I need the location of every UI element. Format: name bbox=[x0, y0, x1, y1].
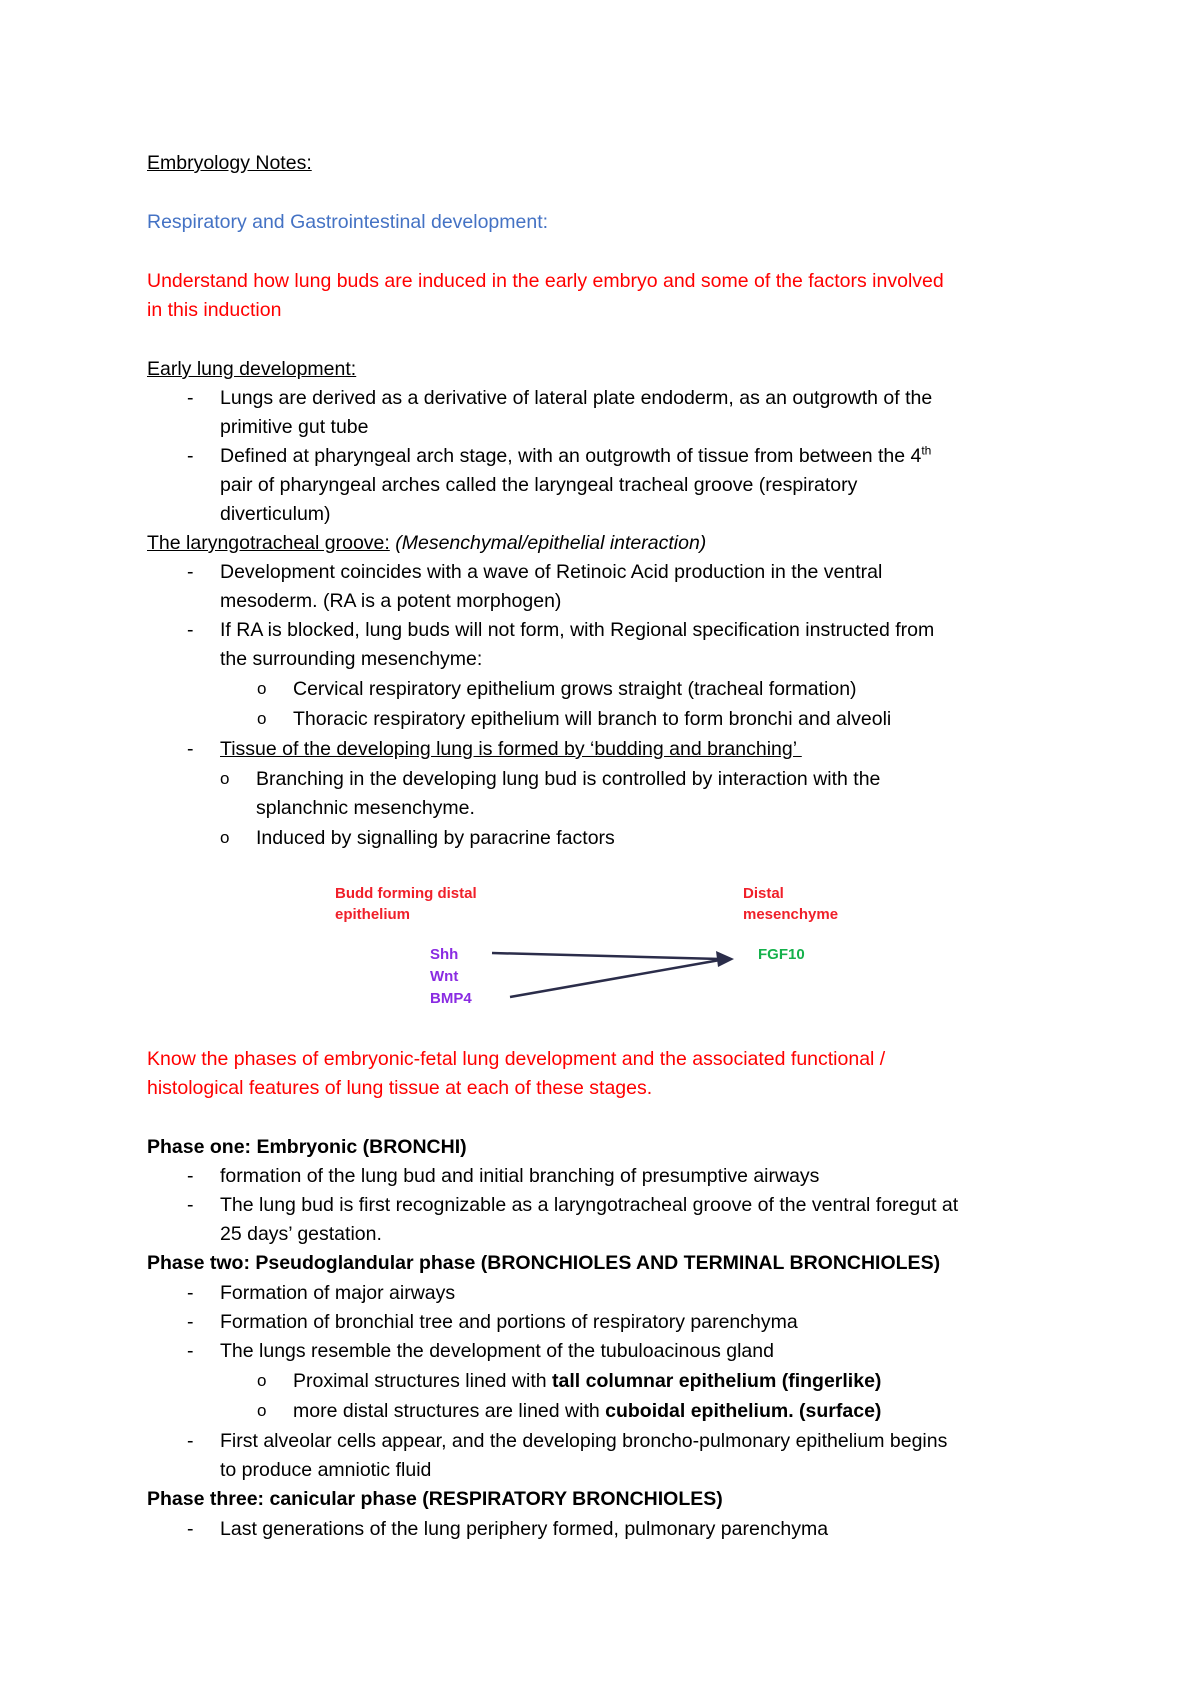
objective-2-line-1: Know the phases of embryonic-fetal lung development and the associated functional / bbox=[147, 1048, 886, 1070]
diagram-left-label-line-1: Budd forming distal bbox=[335, 885, 477, 902]
text-span: Phase three: bbox=[147, 1488, 270, 1510]
bullet-dash: - bbox=[187, 445, 194, 467]
groove-sub-bullet-1: Cervical respiratory epithelium grows straight (tracheal formation) bbox=[293, 678, 857, 700]
diagram-target-fgf10: FGF10 bbox=[758, 946, 805, 963]
early-lung-bullet-2-line-3: diverticulum) bbox=[220, 503, 331, 525]
phase-two-sub-bullet-2 bbox=[293, 1398, 881, 1424]
bullet-dash: - bbox=[187, 738, 194, 760]
superscript: th bbox=[921, 443, 932, 458]
phase-two-heading: Phase two: Pseudoglandular phase (BRONCHIOLES AND TERMINAL BRONCHIOLES) bbox=[147, 1252, 941, 1274]
groove-heading-text: The laryngotracheal groove: bbox=[147, 532, 390, 554]
phase-three-heading bbox=[147, 1486, 723, 1512]
groove-bullet-3: Tissue of the developing lung is formed by ‘budding and branching’ bbox=[220, 738, 802, 760]
groove-bullet-2-line-1: If RA is blocked, lung buds will not form, with Regional specification instructed from bbox=[220, 619, 935, 641]
objective-2-line-2: histological features of lung tissue at each of these stages. bbox=[147, 1077, 653, 1099]
objective-1-line-2: in this induction bbox=[147, 299, 282, 321]
bullet-dash: - bbox=[187, 1311, 194, 1333]
diagram-factor-bmp4: BMP4 bbox=[430, 990, 472, 1007]
groove-bullet-1-line-1: Development coincides with a wave of Retinoic Acid production in the ventral bbox=[220, 561, 883, 583]
bullet-dash: - bbox=[187, 387, 194, 409]
phase-two-bullet-3: The lungs resemble the development of the tubuloacinous gland bbox=[220, 1340, 774, 1362]
bullet-dash: - bbox=[187, 1282, 194, 1304]
bullet-dash: - bbox=[187, 1194, 194, 1216]
early-lung-bullet-2-line-2: pair of pharyngeal arches called the laryngeal tracheal groove (respiratory bbox=[220, 474, 858, 496]
groove-bullet-1-line-2: mesoderm. (RA is a potent morphogen) bbox=[220, 590, 562, 612]
arrow-head bbox=[716, 951, 734, 967]
bullet-circle: o bbox=[257, 1371, 267, 1390]
bold-span: cuboidal epithelium. (surface) bbox=[605, 1400, 882, 1422]
bullet-dash: - bbox=[187, 1430, 194, 1452]
phase-one-bullet-2-line-2: 25 days’ gestation. bbox=[220, 1223, 382, 1245]
groove-bullet-2-line-2: the surrounding mesenchyme: bbox=[220, 648, 483, 670]
diagram-factor-wnt: Wnt bbox=[430, 968, 459, 985]
bullet-dash: - bbox=[187, 1340, 194, 1362]
phase-one-bullet-1: formation of the lung bud and initial branching of presumptive airways bbox=[220, 1165, 820, 1187]
groove-sub-bullet-2: Thoracic respiratory epithelium will branch to form bronchi and alveoli bbox=[293, 708, 892, 730]
bullet-circle: o bbox=[257, 1401, 267, 1420]
text-span: more distal structures are lined with bbox=[293, 1400, 606, 1422]
phase-one-bullet-2-line-1: The lung bud is first recognizable as a laryngotracheal groove of the ventral foregut at bbox=[220, 1194, 959, 1216]
groove-sub-bullet-4: Induced by signalling by paracrine factors bbox=[256, 827, 615, 849]
early-lung-bullet-1-line-2: primitive gut tube bbox=[220, 416, 369, 438]
section-heading: Respiratory and Gastrointestinal development: bbox=[147, 211, 549, 233]
text-span: canicular phase (RESPIRATORY BRONCHIOLES) bbox=[269, 1488, 723, 1510]
objective-1-line-1: Understand how lung buds are induced in the early embryo and some of the factors involved bbox=[147, 270, 944, 292]
phase-two-bullet-4-line-2: to produce amniotic fluid bbox=[220, 1459, 432, 1481]
arrow-bmp4-to-fgf10 bbox=[510, 960, 720, 997]
groove-heading-note: (Mesenchymal/epithelial interaction) bbox=[389, 532, 707, 554]
phase-three-bullet-1: Last generations of the lung periphery formed, pulmonary parenchyma bbox=[220, 1518, 829, 1540]
groove-sub-bullet-3-line-1: Branching in the developing lung bud is controlled by interaction with the bbox=[256, 768, 881, 790]
diagram-left-label-line-2: epithelium bbox=[335, 906, 411, 923]
groove-sub-bullet-3-line-2: splanchnic mesenchyme. bbox=[256, 797, 475, 819]
phase-two-sub-bullet-1 bbox=[293, 1368, 881, 1394]
diagram-factor-shh: Shh bbox=[430, 946, 459, 963]
text-span: Proximal structures lined with bbox=[293, 1370, 553, 1392]
page-title: Embryology Notes: bbox=[147, 152, 312, 174]
bullet-circle: o bbox=[257, 709, 267, 728]
bullet-circle: o bbox=[220, 769, 230, 788]
phase-two-bullet-4-line-1: First alveolar cells appear, and the developing broncho-pulmonary epithelium begins bbox=[220, 1430, 948, 1452]
arrow-shh-to-fgf10 bbox=[492, 953, 720, 959]
phase-one-heading: Phase one: Embryonic (BRONCHI) bbox=[147, 1136, 467, 1158]
bullet-dash: - bbox=[187, 619, 194, 641]
phase-two-bullet-2: Formation of bronchial tree and portions of respiratory parenchyma bbox=[220, 1311, 798, 1333]
bullet-dash: - bbox=[187, 1518, 194, 1540]
early-lung-bullet-1-line-1: Lungs are derived as a derivative of lateral plate endoderm, as an outgrowth of the bbox=[220, 387, 933, 409]
diagram-right-label-line-2: mesenchyme bbox=[743, 906, 839, 923]
early-lung-heading: Early lung development: bbox=[147, 358, 357, 380]
bullet-dash: - bbox=[187, 561, 194, 583]
diagram-right-label-line-1: Distal bbox=[743, 885, 784, 902]
text-span: Defined at pharyngeal arch stage, with an outgrowth of tissue from between the 4 bbox=[220, 445, 922, 467]
phase-two-bullet-1: Formation of major airways bbox=[220, 1282, 456, 1304]
bullet-circle: o bbox=[220, 828, 230, 847]
bullet-dash: - bbox=[187, 1165, 194, 1187]
bullet-circle: o bbox=[257, 679, 267, 698]
bold-span: tall columnar epithelium (fingerlike) bbox=[552, 1370, 882, 1392]
